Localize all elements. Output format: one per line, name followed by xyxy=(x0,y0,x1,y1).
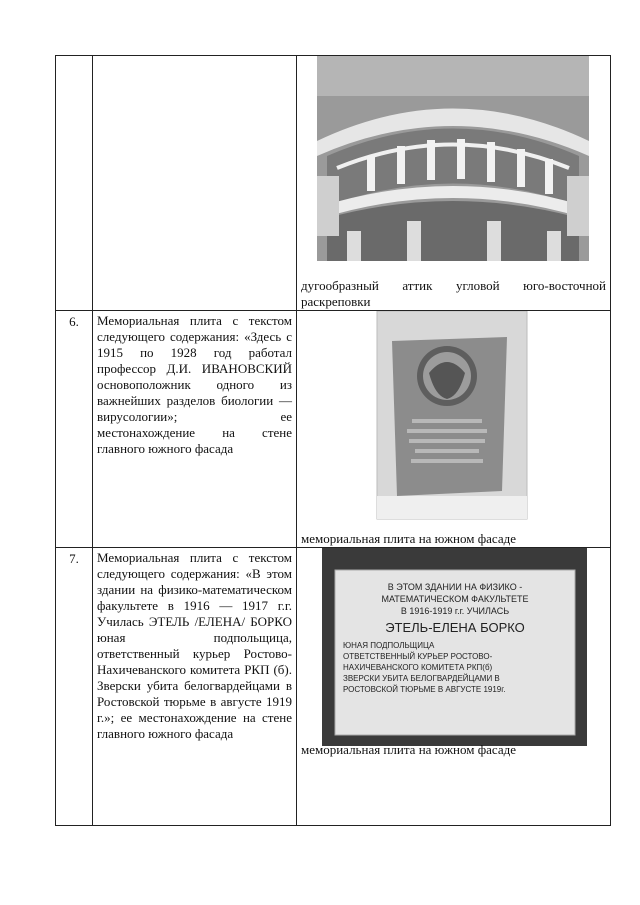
photo-caption: мемориальная плита на южном фасаде xyxy=(301,531,517,546)
row-photo-cell xyxy=(297,56,611,311)
row-description: Мемориальная плита с текстом следующего содержания: «В этом здании на физико-математическом факультете в 1916 — 1917 г.г. Училась ЭТЕЛЬ /ЕЛЕНА/ БОРКО юная подпольщица, ответственный курьер Ростово-Нахичеванского комитета РКП (б). Зверски убита белогвардейцами в Ростовской тюрьме в августе 1919 г.»; ее местонахождение на стене главного южного фасада xyxy=(93,548,297,826)
row-photo-cell xyxy=(297,311,611,548)
row-number: 7. xyxy=(56,548,93,826)
row-number: 6. xyxy=(56,311,93,548)
monuments-table xyxy=(55,55,611,826)
plaque-line: РОСТОВСКОЙ ТЮРЬМЕ В АВГУСТЕ 1919г. xyxy=(343,685,506,694)
row-description: Мемориальная плита с текстом следующего содержания: «Здесь с 1915 по 1928 год работал профессор Д.И. ИВАНОВСКИЙ основоположник одного из важнейших разделов биологии — вирусологии»; ее местонахождение на стене главного южного фасада xyxy=(93,311,297,548)
plaque-line: ОТВЕТСТВЕННЫЙ КУРЬЕР РОСТОВО- xyxy=(343,652,493,661)
table-row xyxy=(56,311,611,548)
photo-caption: дугообразный аттик угловой юго-восточной раскреповки xyxy=(301,278,606,309)
ivanovsky-plaque-photo xyxy=(297,311,610,531)
photo-caption: мемориальная плита на южном фасаде xyxy=(301,742,517,757)
table-row xyxy=(56,548,611,826)
plaque-name: ЭТЕЛЬ-ЕЛЕНА БОРКО xyxy=(385,620,525,635)
attic-photo xyxy=(297,56,610,278)
plaque-line: ЮНАЯ ПОДПОЛЬЩИЦА xyxy=(343,641,435,650)
row-description xyxy=(93,56,297,311)
row-number xyxy=(56,56,93,311)
plaque-line: ЗВЕРСКИ УБИТА БЕЛОГВАРДЕЙЦАМИ В xyxy=(343,674,500,683)
plaque-line: В 1916-1919 г.г. УЧИЛАСЬ xyxy=(400,606,510,616)
plaque-line: НАХИЧЕВАНСКОГО КОМИТЕТА РКП(б) xyxy=(343,663,493,672)
borko-plaque-photo xyxy=(297,548,610,748)
table-row xyxy=(56,56,611,311)
plaque-line: В ЭТОМ ЗДАНИИ НА ФИЗИКО - xyxy=(387,582,523,592)
row-photo-cell xyxy=(297,548,611,826)
plaque-line: МАТЕМАТИЧЕСКОМ ФАКУЛЬТЕТЕ xyxy=(381,594,529,604)
